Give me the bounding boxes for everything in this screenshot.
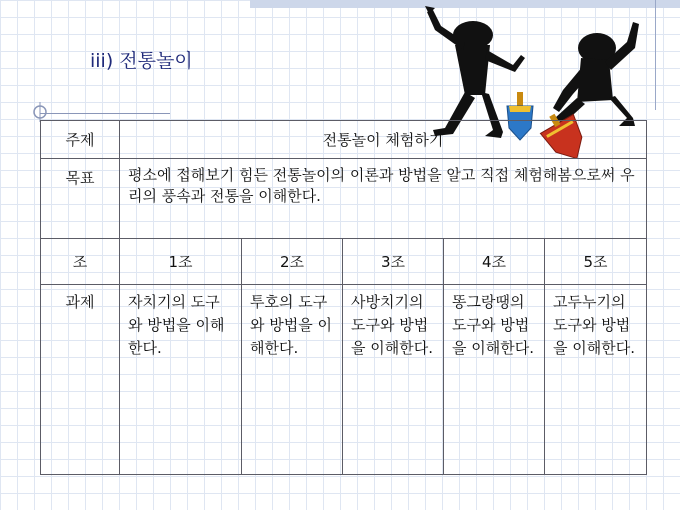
group-1-header: 1조 <box>120 239 242 285</box>
task-group-5: 고두누기의 도구와 방법을 이해한다. <box>545 285 647 475</box>
goal-label: 목표 <box>41 159 120 239</box>
task-row <box>41 285 647 475</box>
group-4-header: 4조 <box>444 239 545 285</box>
theme-row <box>41 121 647 159</box>
group-row <box>41 239 647 285</box>
group-label: 조 <box>41 239 120 285</box>
group-5-header: 5조 <box>545 239 647 285</box>
group-2-header: 2조 <box>242 239 343 285</box>
goal-row <box>41 159 647 239</box>
goal-value: 평소에 접해보기 힘든 전통놀이의 이론과 방법을 알고 직접 체험해봄으로써 우리의 풍속과 전통을 이해한다. <box>120 159 647 239</box>
theme-label: 주제 <box>41 121 120 159</box>
right-decor-line <box>655 0 656 110</box>
task-group-4: 똥그랑땡의 도구와 방법을 이해한다. <box>444 285 545 475</box>
circle-bullet-icon <box>30 102 50 122</box>
section-heading: iii) 전통놀이 <box>90 50 193 72</box>
heading-underline <box>40 113 170 114</box>
group-3-header: 3조 <box>343 239 444 285</box>
task-label: 과제 <box>41 285 120 475</box>
plan-table <box>40 120 647 475</box>
task-group-3: 사방치기의 도구와 방법을 이해한다. <box>343 285 444 475</box>
task-group-2: 투호의 도구와 방법을 이해한다. <box>242 285 343 475</box>
theme-value: 전통놀이 체험하기 <box>120 121 647 159</box>
task-group-1: 자치기의 도구와 방법을 이해한다. <box>120 285 242 475</box>
